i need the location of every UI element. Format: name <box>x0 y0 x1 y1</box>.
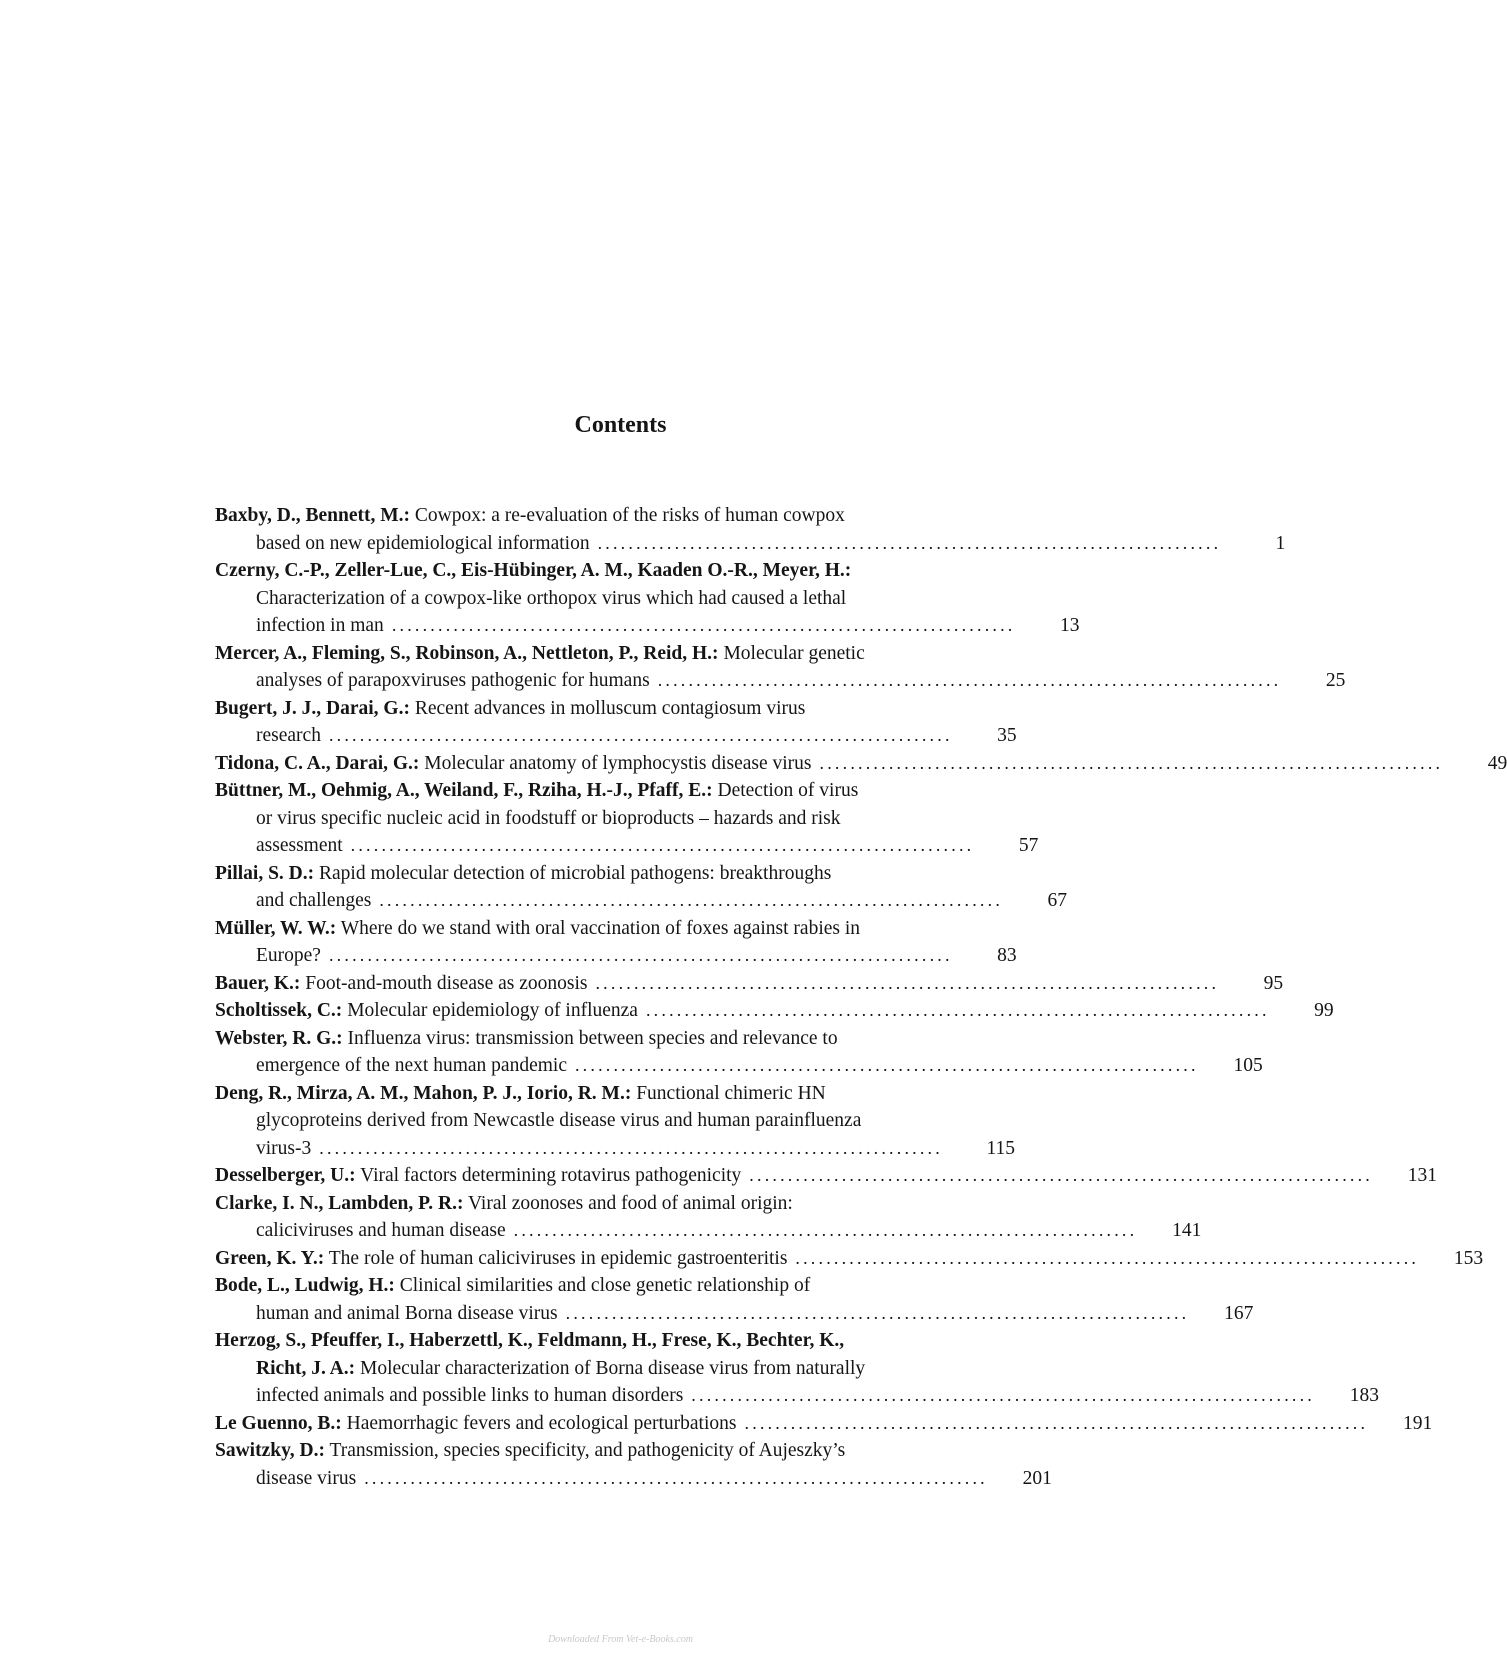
toc-entry-authors: Deng, R., Mirza, A. M., Mahon, P. J., Iorio, R. M.: <box>215 1082 632 1104</box>
toc-entry-text <box>256 1300 558 1328</box>
page-number: 57 <box>1018 835 1039 856</box>
dot-leader: ................................................................................. <box>749 1165 1373 1185</box>
toc-entry-authors: Mercer, A., Fleming, S., Robinson, A., Nettleton, P., Reid, H.: <box>215 642 719 664</box>
toc-entry <box>215 1437 1052 1492</box>
toc-entry-line <box>215 1355 1015 1383</box>
toc-entry-authors: Webster, R. G.: <box>215 1027 343 1049</box>
page-number: 141 <box>1172 1220 1202 1241</box>
toc-entry-last-line <box>215 942 1015 970</box>
toc-entry-authors: Tidona, C. A., Darai, G.: <box>215 752 420 774</box>
toc-entry-text <box>256 1382 683 1410</box>
toc-entry-title: infected animals and possible links to human disorders <box>256 1385 684 1406</box>
toc-entry-title: The role of human caliciviruses in epidemic gastroenteritis <box>328 1247 788 1269</box>
toc-entry-title: Molecular genetic <box>723 642 865 664</box>
toc-entry-text <box>215 1162 741 1190</box>
toc-entry <box>215 860 1068 915</box>
toc-entry-authors: Baxby, D., Bennett, M.: <box>215 505 410 526</box>
toc-entry-authors: Green, K. Y.: <box>215 1247 325 1269</box>
toc-entry-text <box>215 970 587 998</box>
dot-leader: ................................................................................. <box>597 532 1222 553</box>
toc-entry-authors: Büttner, M., Oehmig, A., Weiland, F., Rziha, H.-J., Pfaff, E.: <box>215 780 713 801</box>
toc-entry-last-line <box>215 1300 1254 1328</box>
toc-entry-authors: Czerny, C.-P., Zeller-Lue, C., Eis-Hübinger, A. M., Kaaden O.-R., Meyer, H.: <box>215 560 852 581</box>
dot-leader: ................................................................................. <box>645 1000 1270 1020</box>
toc-entry-title: Rapid molecular detection of microbial pathogens: breakthroughs <box>319 862 832 884</box>
toc-entry-title: caliciviruses and human disease <box>256 1220 506 1241</box>
toc-entry-last-line <box>215 1382 1379 1410</box>
toc-entry-line <box>215 1272 1015 1300</box>
toc-entry-authors: Le Guenno, B.: <box>215 1412 342 1434</box>
toc-entry-last-line <box>215 750 1507 778</box>
toc-entry-text <box>215 780 858 801</box>
page-number: 67 <box>1047 890 1068 911</box>
toc-entry-text <box>215 750 812 778</box>
toc-entry-authors: Bauer, K.: <box>215 972 301 994</box>
toc-entry-text <box>215 560 851 581</box>
page-number: 99 <box>1314 1000 1334 1021</box>
toc-entry-text <box>215 1245 787 1273</box>
toc-entry <box>215 640 1346 695</box>
contents-list <box>215 502 1507 1492</box>
page-number: 1 <box>1275 532 1286 554</box>
toc-entry-text <box>215 1083 826 1104</box>
toc-entry-title: assessment <box>256 835 343 856</box>
page-number: 167 <box>1224 1302 1254 1324</box>
toc-entry-title: Transmission, species specificity, and pathogenicity of Aujeszky’s <box>329 1440 846 1461</box>
toc-entry-text <box>256 530 590 558</box>
toc-entry-authors: Clarke, I. N., Lambden, P. R.: <box>215 1192 464 1214</box>
toc-entry-text <box>256 808 840 829</box>
toc-entry-line <box>215 805 1015 833</box>
toc-entry <box>215 1410 1433 1438</box>
toc-entry-authors: Herzog, S., Pfeuffer, I., Haberzettl, K., Feldmann, H., Frese, K., Bechter, K., <box>215 1330 845 1351</box>
toc-entry-title: infection in man <box>256 615 384 636</box>
toc-entry-text <box>256 832 343 860</box>
toc-entry-text <box>256 667 650 695</box>
toc-entry <box>215 502 1286 557</box>
toc-entry <box>215 1162 1437 1190</box>
toc-entry <box>215 1245 1484 1273</box>
toc-entry-text <box>256 1465 356 1493</box>
toc-entry-title: glycoproteins derived from Newcastle disease virus and human parainfluenza <box>256 1110 862 1131</box>
dot-leader: ................................................................................. <box>379 890 1004 910</box>
page-number: 201 <box>1022 1467 1052 1489</box>
page-number: 191 <box>1402 1412 1433 1434</box>
toc-entry <box>215 750 1507 778</box>
toc-entry-last-line <box>215 887 1068 915</box>
watermark-footer: Downloaded From Vet-e-Books.com <box>548 1634 693 1645</box>
toc-entry-text <box>215 698 805 719</box>
toc-entry-text <box>256 1135 311 1163</box>
toc-entry <box>215 1327 1379 1410</box>
dot-leader: ................................................................................. <box>328 725 953 745</box>
toc-entry-authors: Bode, L., Ludwig, H.: <box>215 1275 395 1296</box>
toc-entry-last-line <box>215 970 1284 998</box>
toc-entry-text <box>256 1052 567 1080</box>
toc-entry-title: Clinical similarities and close genetic relationship of <box>399 1275 811 1296</box>
toc-entry <box>215 1025 1263 1080</box>
toc-entry-last-line <box>215 1410 1433 1438</box>
toc-entry-title: Characterization of a cowpox-like orthopox virus which had caused a lethal <box>256 587 847 609</box>
toc-entry-text <box>215 863 831 884</box>
toc-entry-authors: Richt, J. A.: <box>256 1357 356 1379</box>
page-number: 131 <box>1407 1165 1437 1186</box>
dot-leader: ................................................................................. <box>691 1385 1315 1405</box>
toc-entry-title: emergence of the next human pandemic <box>256 1055 567 1076</box>
toc-entry-title: based on new epidemiological information <box>256 532 590 554</box>
toc-entry <box>215 997 1334 1025</box>
toc-entry-last-line <box>215 997 1334 1025</box>
toc-entry-line <box>215 1327 1015 1355</box>
toc-entry-text <box>256 887 371 915</box>
toc-entry-text <box>215 918 860 939</box>
toc-entry-title: analyses of parapoxviruses pathogenic for humans <box>256 670 650 691</box>
toc-entry-line <box>215 502 1015 530</box>
dot-leader: ................................................................................. <box>350 835 975 855</box>
page-number: 115 <box>986 1137 1015 1159</box>
toc-entry <box>215 695 1015 750</box>
toc-entry-title: or virus specific nucleic acid in foodstuff or bioproducts – hazards and risk <box>256 807 841 829</box>
toc-entry-text <box>256 612 384 640</box>
toc-entry-last-line <box>215 612 1080 640</box>
toc-entry-title: Viral zoonoses and food of animal origin: <box>468 1192 793 1214</box>
toc-entry-last-line <box>215 1162 1437 1190</box>
toc-entry-title: Foot-and-mouth disease as zoonosis <box>305 972 588 994</box>
toc-entry <box>215 777 1039 860</box>
toc-entry-text <box>215 643 865 664</box>
page-number: 13 <box>1060 615 1080 636</box>
toc-entry-line <box>215 1080 1015 1108</box>
toc-entry <box>215 1272 1254 1327</box>
page-number: 25 <box>1325 670 1346 691</box>
toc-entry-text <box>256 1110 861 1131</box>
toc-entry-authors: Scholtissek, C.: <box>215 1000 343 1021</box>
toc-entry-authors: Bugert, J. J., Darai, G.: <box>215 697 410 719</box>
toc-entry-title: Haemorrhagic fevers and ecological perturbations <box>346 1412 737 1434</box>
toc-entry <box>215 915 1015 970</box>
toc-entry <box>215 1080 1015 1163</box>
toc-entry-text <box>256 588 846 609</box>
dot-leader: ................................................................................. <box>513 1220 1138 1240</box>
toc-entry-line <box>215 585 1015 613</box>
toc-entry-line <box>215 695 1015 723</box>
toc-entry-text <box>215 1028 838 1049</box>
toc-entry-text <box>215 1410 737 1438</box>
toc-entry-line <box>215 777 1015 805</box>
toc-entry-text <box>215 1330 844 1351</box>
toc-entry-line <box>215 860 1015 888</box>
toc-entry-text <box>215 505 845 526</box>
toc-entry-title: and challenges <box>256 890 372 911</box>
page-title: Contents <box>574 412 667 438</box>
dot-leader: ................................................................................. <box>319 1137 943 1158</box>
toc-entry-authors: Müller, W. W.: <box>215 917 337 939</box>
toc-entry-title: Cowpox: a re-evaluation of the risks of human cowpox <box>414 505 845 526</box>
toc-entry-title: Europe? <box>256 945 321 966</box>
page-number: 49 <box>1487 752 1507 774</box>
dot-leader: ................................................................................. <box>364 1467 988 1488</box>
toc-entry-title: research <box>256 725 321 746</box>
dot-leader: ................................................................................. <box>819 752 1444 773</box>
dot-leader: ................................................................................. <box>595 972 1220 993</box>
toc-entry-line <box>215 557 1015 585</box>
page-number: 83 <box>997 945 1017 966</box>
dot-leader: ................................................................................. <box>744 1412 1369 1433</box>
toc-entry-text <box>215 1440 845 1461</box>
toc-entry-line <box>215 1190 1015 1218</box>
toc-entry-line <box>215 1025 1015 1053</box>
toc-entry-title: Recent advances in molluscum contagiosum virus <box>414 697 806 719</box>
toc-entry <box>215 1190 1202 1245</box>
toc-entry-text <box>256 722 321 750</box>
toc-entry-title: Functional chimeric HN <box>636 1082 826 1104</box>
toc-entry-last-line <box>215 530 1286 558</box>
toc-entry-last-line <box>215 1217 1202 1245</box>
toc-entry-line <box>215 640 1015 668</box>
toc-entry-title: Molecular anatomy of lymphocystis disease virus <box>424 752 812 774</box>
toc-entry-line <box>215 915 1015 943</box>
toc-entry-last-line <box>215 1052 1263 1080</box>
toc-entry-last-line <box>215 667 1346 695</box>
toc-entry-text <box>256 1358 865 1379</box>
toc-entry-text <box>215 1275 810 1296</box>
dot-leader: ................................................................................. <box>391 615 1016 635</box>
toc-entry-title: virus-3 <box>256 1137 312 1159</box>
toc-entry-title: Detection of virus <box>717 780 859 801</box>
toc-entry-last-line <box>215 1465 1052 1493</box>
page-number: 183 <box>1349 1385 1379 1406</box>
toc-entry-authors: Desselberger, U.: <box>215 1165 356 1186</box>
toc-entry-title: Molecular characterization of Borna disease virus from naturally <box>360 1357 866 1379</box>
toc-entry-text <box>256 942 321 970</box>
toc-entry-authors: Pillai, S. D.: <box>215 862 315 884</box>
toc-entry-title: Viral factors determining rotavirus pathogenicity <box>360 1165 742 1186</box>
dot-leader: ................................................................................. <box>795 1247 1420 1268</box>
toc-entry <box>215 970 1284 998</box>
toc-entry-title: disease virus <box>256 1467 357 1489</box>
dot-leader: ................................................................................. <box>574 1055 1199 1075</box>
dot-leader: ................................................................................. <box>565 1302 1190 1323</box>
toc-entry-last-line <box>215 1135 1015 1163</box>
toc-entry-last-line <box>215 832 1039 860</box>
toc-entry-text <box>215 1193 793 1214</box>
toc-entry-line <box>215 1437 1015 1465</box>
page-number: 105 <box>1233 1055 1263 1076</box>
page-number: 95 <box>1263 972 1284 994</box>
toc-entry-last-line <box>215 1245 1484 1273</box>
toc-entry-text <box>215 997 638 1025</box>
toc-entry-text <box>256 1217 506 1245</box>
page-number: 153 <box>1453 1247 1484 1269</box>
toc-entry-title: Molecular epidemiology of influenza <box>347 1000 638 1021</box>
toc-entry-title: human and animal Borna disease virus <box>256 1302 558 1324</box>
toc-entry <box>215 557 1080 640</box>
dot-leader: ................................................................................. <box>328 945 953 965</box>
toc-entry-title: Influenza virus: transmission between species and relevance to <box>347 1027 838 1049</box>
dot-leader: ................................................................................. <box>657 670 1282 690</box>
toc-entry-title: Where do we stand with oral vaccination of foxes against rabies in <box>340 917 861 939</box>
page-number: 35 <box>997 725 1017 746</box>
toc-entry-authors: Sawitzky, D.: <box>215 1440 325 1461</box>
toc-entry-last-line <box>215 722 1015 750</box>
toc-entry-line <box>215 1107 1015 1135</box>
